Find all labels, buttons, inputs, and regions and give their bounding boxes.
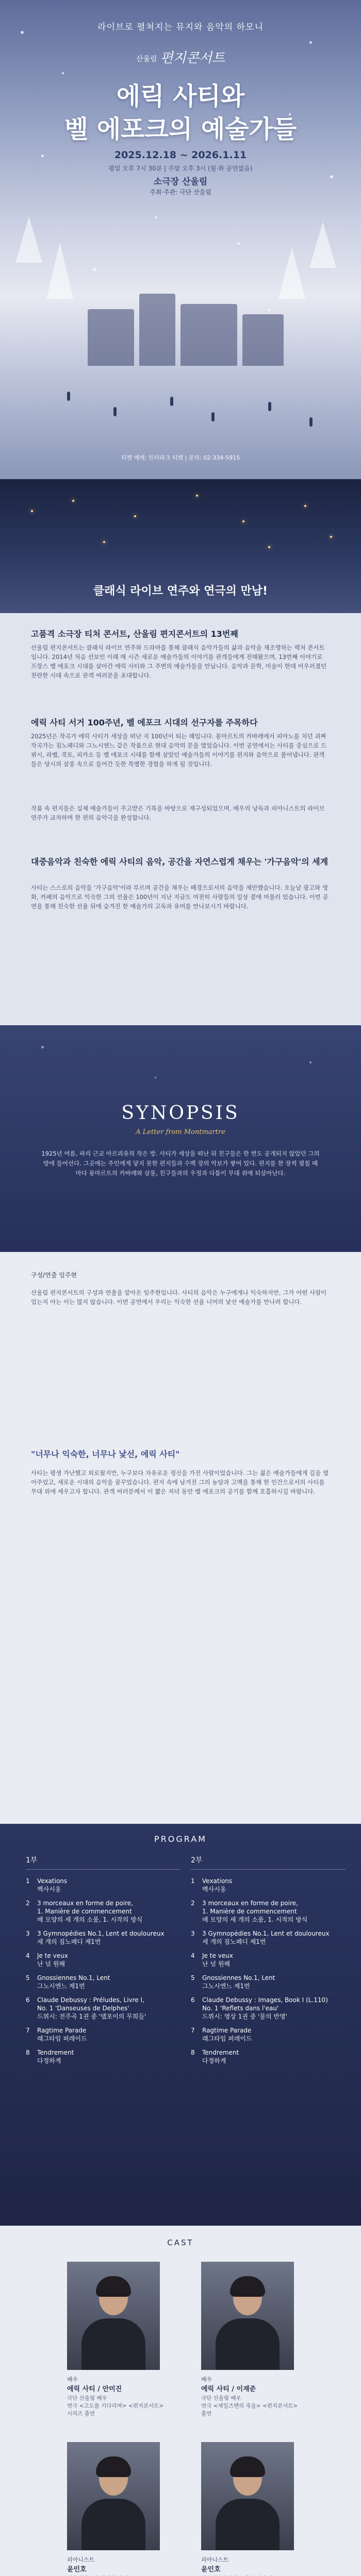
- program-item-number: 8: [26, 2049, 30, 2056]
- director-quote: "너무나 익숙한, 너무나 낯선, 에릭 사티": [31, 1449, 180, 1459]
- program-item-title: 3 Gymnopédies No.1, Lent et douloureux 세 개의 짐노페디 제1번: [202, 1930, 330, 1945]
- cast-role: 배우: [201, 2376, 212, 2383]
- program-item-number: 1: [191, 1877, 195, 1885]
- synopsis-text: 1925년 여름, 파리 근교 아르쾨유의 작은 방. 사티가 세상을 떠난 뒤 친구들은 한 번도 공개되지 않았던 그의 방에 들어선다. 그곳에는 주인에게 닿지 못한 편지들과 수백 장의 악보가 쌓여 있다. 편지를 한 장씩 펼칠 때마다 몽마르트의 카바레와 살롱, 친구들과의 우정과 다툼이 무대 위에 되살아난다.: [41, 1150, 320, 1177]
- program-item: [191, 1899, 346, 1924]
- tree-illustration: [278, 247, 305, 299]
- hero-date: 2025.12.18 ~ 2026.1.11: [114, 149, 247, 161]
- tree-illustration: [15, 216, 42, 263]
- program-item-title: Claude Debussy : Images, Book I (L.110) No. 1 'Reflets dans l'eau' 드뷔시: 영상 1권 중 '물의 반영': [202, 1996, 328, 2020]
- house-illustration: [180, 304, 237, 366]
- person-illustration: [170, 397, 173, 406]
- program-item-title: Claude Debussy : Préludes, Livre I, No. 1 'Danseuses de Delphes' 드뷔시: 전주곡 1권 중 '델포이의 무희들': [37, 1996, 146, 2020]
- cast-bio: 극단 산울림 배우 연극 <세일즈맨의 죽음> <편지콘서트> 출연: [201, 2395, 298, 2417]
- program-item: [26, 2026, 180, 2043]
- intro-paragraph-1: 산울림 편지콘서트는 클래식 라이브 연주와 드라마를 통해 클래식 음악가들의 삶과 음악을 재조명하는 렉처 콘서트입니다. 2014년 처음 선보인 이래 매 시즌 새로운 예술가들의 이야기를 관객들에게 전해왔으며, 13번째 이야기로 프랑스 벨 에포크 시대를 살아간 에릭 사티와 그 주변의 예술가들을 만납니다. 음악과 문학, 미술이 한데 어우러졌던 찬란한 시대 속으로 관객 여러분을 초대합니다.: [31, 644, 327, 679]
- hero-poster: [0, 0, 361, 479]
- program-title: PROGRAM: [154, 1834, 207, 1844]
- program-item-title: Tendrement 다정하게: [37, 2049, 74, 2064]
- program-item-number: 8: [191, 2049, 195, 2056]
- program-item-title: Gnossiennes No.1, Lent 그노시엔느 제1번: [202, 1974, 275, 1990]
- cast-title: CAST: [167, 2238, 194, 2247]
- cast-bio: 극단 산울림 배우 연극 <고도를 기다리며> <편지콘서트> 시리즈 출연: [67, 2395, 164, 2417]
- program-item: [191, 1929, 346, 1946]
- program-item-title: Vexations 벡사시옹: [202, 1877, 233, 1893]
- program-item-number: 7: [26, 2027, 30, 2034]
- intro-section: [0, 613, 361, 1025]
- house-illustration: [88, 309, 134, 366]
- actor-photo: [201, 2262, 294, 2370]
- house-illustration: [139, 294, 175, 366]
- director-paragraph-2: 사티는 평생 가난했고 외로웠지만, 누구보다 자유로운 정신을 가진 사람이었습니다. 그는 젊은 예술가들에게 길을 열어주었고, 새로운 시대의 음악을 꿈꾸었습니다. 편지 속에 남겨진 그의 농담과 고백을 통해 한 인간으로서의 사티를 무대 위에 세우고자 합니다. 관객 여러분께서 이 짧은 저녁 동안 벨 에포크의 공기를 함께 호흡하시길 바랍니다.: [31, 1469, 329, 1495]
- tree-illustration: [46, 242, 73, 299]
- intro-band: [0, 479, 361, 613]
- intro-subheading-3: 대중음악과 친숙한 에릭 사티의 음악, 공간을 자연스럽게 채우는 '가구음악'의 세계: [31, 857, 329, 867]
- program-item-number: 3: [191, 1930, 195, 1937]
- program-item: [26, 1877, 180, 1893]
- synopsis-title: SYNOPSIS: [121, 1103, 240, 1124]
- director-section: [0, 1252, 361, 1824]
- hero-time: 평일 오후 7시 30분 | 주말 오후 3시 (월·화 공연없음): [108, 165, 253, 172]
- synopsis-subtitle: A Letter from Montmartre: [136, 1128, 225, 1136]
- director-label: 구성/연출 임주현: [31, 1272, 77, 1279]
- intro-paragraph-2: 2025년은 작곡가 에릭 사티가 세상을 떠난 지 100년이 되는 해입니다. 몽마르트의 카바레에서 피아노를 치던 괴짜 작곡가는 짐노페디와 그노시엔느 같은 작품으로 현대 음악의 문을 열었습니다. 이번 공연에서는 사티를 중심으로 드뷔시, 라벨, 콕토, 피카소 등 벨 에포크 시대를 함께 살았던 예술가들의 이야기를 편지와 음악으로 풀어냅니다. 관객들은 당시의 살롱 속으로 들어간 듯한 특별한 경험을 하게 될 것입니다.: [31, 733, 327, 768]
- person-illustration: [211, 412, 215, 421]
- hero-title-line1: 에릭 사티와: [116, 82, 245, 111]
- program-item-number: 6: [191, 1996, 195, 2004]
- cast-role: 피아니스트: [201, 2556, 229, 2563]
- pianist-photo: [201, 2442, 294, 2550]
- hero-series: [0, 47, 361, 66]
- program-item-number: 6: [26, 1996, 30, 2004]
- program-item: [191, 2026, 346, 2043]
- program-item-number: 5: [191, 1974, 195, 1981]
- intro-paragraph-3: 작품 속 편지들은 실제 예술가들이 주고받은 기록을 바탕으로 재구성되었으며, 배우의 낭독과 피아니스트의 라이브 연주가 교차하며 한 편의 음악극을 완성합니다.: [31, 805, 325, 821]
- cast-section: [0, 2226, 361, 2576]
- program-item-number: 7: [191, 2027, 195, 2034]
- program-item-title: 3 morceaux en forme de poire, 1. Manière de commencement 배 모양의 세 개의 소품, 1. 시작의 방식: [37, 1900, 143, 1923]
- program-item-title: Ragtime Parade 래그타임 퍼레이드: [202, 2027, 252, 2042]
- program-part-1-heading: 1부: [26, 1855, 180, 1870]
- program-item: [191, 1877, 346, 1893]
- program-item: [26, 1996, 180, 2021]
- program-item: [26, 1952, 180, 1968]
- cast-name: 윤인호: [67, 2566, 87, 2573]
- program-item-number: 3: [26, 1930, 30, 1937]
- person-illustration: [268, 402, 271, 411]
- hero-presenter: 주최·주관: 극단 산울림: [150, 189, 211, 196]
- program-item-number: 1: [26, 1877, 30, 1885]
- program-item-number: 4: [26, 1952, 30, 1959]
- program-item: [26, 2048, 180, 2065]
- program-item-title: Vexations 벡사시옹: [37, 1877, 68, 1893]
- program-item-number: 2: [26, 1900, 30, 1907]
- person-illustration: [309, 417, 313, 427]
- program-item-number: 5: [26, 1974, 30, 1981]
- actor-photo: [67, 2262, 160, 2370]
- program-item: [191, 1996, 346, 2021]
- program-item: [26, 1974, 180, 1990]
- pianist-photo: [67, 2442, 160, 2550]
- program-item-title: Tendrement 다정하게: [202, 2049, 239, 2064]
- hero-series-name: 편지콘서트: [160, 50, 225, 66]
- program-item-title: 3 morceaux en forme de poire, 1. Manière de commencement 배 모양의 세 개의 소품, 1. 시작의 방식: [202, 1900, 308, 1923]
- synopsis-section: [0, 1025, 361, 1252]
- program-item: [191, 1952, 346, 1968]
- program-item-title: 3 Gymnopédies No.1, Lent et douloureux 세 개의 짐노페디 제1번: [37, 1930, 165, 1945]
- cast-name: 에릭 사티 / 안미진: [67, 2385, 122, 2393]
- tree-illustration: [309, 222, 336, 268]
- program-part-2-heading: 2부: [191, 1855, 346, 1870]
- program-item-title: Gnossiennes No.1, Lent 그노시엔느 제1번: [37, 1974, 110, 1990]
- program-item: [191, 2048, 346, 2065]
- hero-series-prefix: 산울림: [136, 55, 157, 63]
- person-illustration: [113, 407, 117, 416]
- program-item: [26, 1929, 180, 1946]
- cast-name: 에릭 사티 / 이재준: [201, 2385, 256, 2393]
- hero-tagline: 라이브로 펼쳐지는 뮤지와 음악의 하모니: [97, 22, 264, 32]
- program-item: [26, 1899, 180, 1924]
- hero-title-line2: 벨 에포크의 예술가들: [64, 115, 297, 144]
- program-part-1: [26, 1855, 180, 2071]
- program-item-number: 2: [191, 1900, 195, 1907]
- intro-paragraph-4: 사티는 스스로의 음악을 '가구음악'이라 부르며 공간을 채우는 배경으로서의 음악을 제안했습니다. 오늘날 광고와 영화, 카페의 음악으로 익숙한 그의 선율은 100년이 지난 지금도 여전히 사람들의 일상 곁에 머물러 있습니다. 이번 공연을 통해 친숙한 선율 뒤에 숨겨진 한 예술가의 고독과 유머를 만나보시기 바랍니다.: [31, 884, 329, 910]
- intro-subheading-2: 에릭 사티 서거 100주년, 벨 에포크 시대의 선구자를 주목하다: [31, 718, 258, 727]
- cast-name: 윤인호: [201, 2566, 221, 2573]
- program-item-title: Ragtime Parade 래그타임 퍼레이드: [37, 2027, 87, 2042]
- program-item-title: Je te veux 난 널 원해: [202, 1952, 233, 1968]
- program-item-number: 4: [191, 1952, 195, 1959]
- cast-role: 피아니스트: [67, 2556, 95, 2563]
- intro-subheading-1: 고품격 소극장 티처 콘서트, 산울림 편지콘서트의 13번째: [31, 629, 238, 639]
- hero-venue: 소극장 산울림: [153, 177, 208, 187]
- program-part-2: [191, 1855, 346, 2071]
- house-illustration: [242, 314, 284, 366]
- director-paragraph-1: 산울림 편지콘서트의 구성과 연출을 맡아온 임주현입니다. 사티의 음악은 누구에게나 익숙하지만, 그가 어떤 사람이었는지 아는 이는 많지 않습니다. 이번 공연에서 우리는 익숙한 선율 너머의 낯선 예술가를 만나려 합니다.: [31, 1289, 327, 1306]
- program-section: [0, 1824, 361, 2226]
- intro-heading: 클래식 라이브 연주와 연극의 만남!: [93, 585, 268, 598]
- person-illustration: [67, 392, 70, 401]
- program-item-title: Je te veux 난 널 원해: [37, 1952, 68, 1968]
- cast-role: 배우: [67, 2376, 78, 2383]
- hero-footer: 티켓 예매: 인터파크 티켓 | 문의: 02-334-5915: [121, 454, 240, 461]
- program-item: [191, 1974, 346, 1990]
